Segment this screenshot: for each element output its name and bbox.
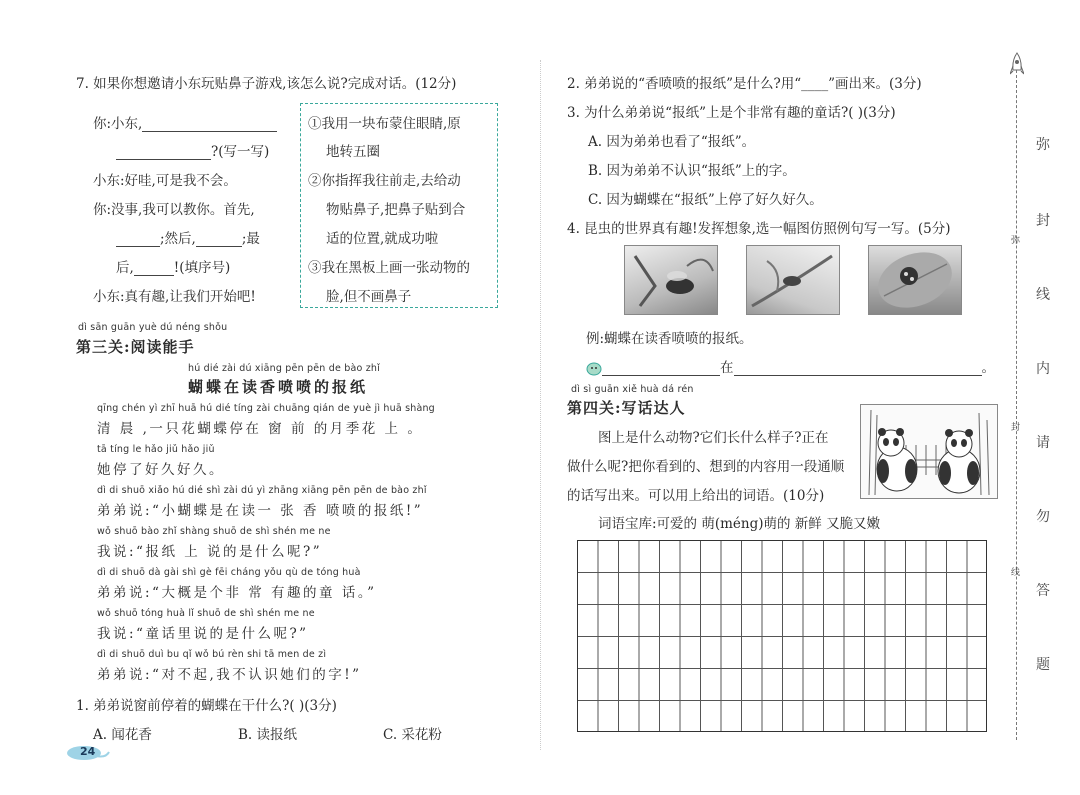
answer-blank[interactable]	[602, 361, 720, 376]
answer-blank[interactable]	[734, 361, 982, 376]
q7-dong-line1: 小东:好哇,可是我不会。	[93, 173, 237, 189]
story-line-pinyin: wǒ shuō tóng huà lǐ shuō de shì shén me ne	[97, 608, 315, 619]
q4-example: 例:蝴蝶在读香喷喷的报纸。	[586, 331, 753, 347]
q1-title: 1. 弟弟说窗前停着的蝴蝶在干什么?( )(3分)	[76, 698, 337, 714]
story-line-text: 我说:“报纸 上 说的是什么呢?”	[97, 544, 323, 560]
binding-notice-char: 内	[1036, 361, 1050, 377]
q7-option-line: 适的位置,就成功啦	[326, 231, 439, 247]
story-line-pinyin: tā tíng le hǎo jiǔ hǎo jiǔ	[97, 444, 215, 455]
q4-answer-line: 在 。	[586, 356, 995, 376]
q1-option-a[interactable]: A. 闻花香	[93, 727, 152, 743]
binding-small-label: 线	[1011, 568, 1021, 578]
q7-option-line: ①我用一块布蒙住眼睛,原	[308, 116, 461, 132]
q3-option-a[interactable]: A. 因为弟弟也看了“报纸”。	[588, 134, 756, 150]
story-title-pinyin: hú dié zài dú xiāng pēn pēn de bào zhǐ	[188, 363, 380, 374]
story-line-text: 我说:“童话里说的是什么呢?”	[97, 626, 309, 642]
q4-title: 4. 昆虫的世界真有趣!发挥想象,选一幅图仿照例句写一写。(5分)	[567, 221, 951, 237]
story-line-text: 弟弟说:“对不起,我不认识她们的字!”	[97, 667, 362, 683]
q7-dong-line2: 小东:真有趣,让我们开始吧!	[93, 289, 256, 305]
q3-title: 3. 为什么弟弟说“报纸”上是个非常有趣的童话?( )(3分)	[567, 105, 896, 121]
answer-blank[interactable]	[134, 261, 174, 276]
q1-option-b[interactable]: B. 读报纸	[238, 727, 298, 743]
answer-blank[interactable]	[116, 145, 211, 160]
q1-option-c[interactable]: C. 采花粉	[383, 727, 442, 743]
binding-notice-char: 请	[1036, 435, 1050, 451]
q7-option-line: 地转五圈	[326, 144, 380, 160]
section4-title: 第四关:写话达人	[567, 399, 686, 417]
answer-blank[interactable]	[196, 232, 242, 247]
bee-illustration-icon	[625, 246, 717, 314]
section4-pinyin: dì sì guān xiě huà dá rén	[571, 384, 694, 395]
q7-title: 7. 如果你想邀请小东玩贴鼻子游戏,该怎么说?完成对话。(12分)	[76, 76, 457, 92]
section3-pinyin: dì sān guān yuè dú néng shǒu	[78, 322, 228, 333]
pandas-illustration-icon	[861, 405, 997, 498]
answer-blank[interactable]	[116, 232, 160, 247]
story-line-pinyin: dì di shuō duì bu qǐ wǒ bú rèn shi tā men de zì	[97, 649, 327, 660]
section4-prompt-line: 做什么呢?把你看到的、想到的内容用一段通顺	[567, 459, 845, 475]
q7-write-line: ?(写一写)	[116, 140, 269, 160]
binding-notice-char: 封	[1036, 213, 1050, 229]
binding-notice-char: 弥	[1036, 137, 1050, 153]
answer-blank[interactable]	[142, 117, 277, 132]
q7-option-line: ③我在黑板上画一张动物的	[308, 260, 470, 276]
q7-option-line: 脸,但不画鼻子	[326, 289, 412, 305]
ladybug-on-leaf-photo	[868, 245, 962, 315]
story-line-pinyin: dì di shuō dà gài shì gè fēi cháng yǒu qù de tóng huà	[97, 567, 361, 578]
binding-small-label: 弥	[1011, 236, 1021, 246]
binding-notice-char: 题	[1036, 657, 1050, 673]
story-line-pinyin: dì di shuō xiǎo hú dié shì zài dú yì zhāng xiāng pēn pēn de bào zhǐ	[97, 485, 427, 496]
page-number-badge	[66, 744, 106, 760]
q7-option-line: ②你指挥我往前走,去给动	[308, 173, 461, 189]
pencil-icon	[586, 362, 602, 376]
ladybug-illustration-icon	[869, 246, 961, 314]
binding-notice-char: 答	[1036, 583, 1050, 599]
q7-you-line1: 你:小东,	[93, 112, 277, 132]
q3-option-c[interactable]: C. 因为蝴蝶在“报纸”上停了好久好久。	[588, 192, 823, 208]
story-line-text: 弟弟说:“大概是个非 常 有趣的童 话。”	[97, 585, 377, 601]
binding-dashed-line	[1016, 70, 1017, 740]
q7-you-line2: 你:没事,我可以教你。首先,	[93, 202, 255, 218]
q7-option-line: 物贴鼻子,把鼻子贴到合	[326, 202, 466, 218]
rocket-icon	[1010, 52, 1024, 82]
q3-option-b[interactable]: B. 因为弟弟不认识“报纸”上的字。	[588, 163, 796, 179]
q2-title: 2. 弟弟说的“香喷喷的报纸”是什么?用“____”画出来。(3分)	[567, 76, 922, 92]
page-fold-line	[540, 60, 541, 750]
story-line-pinyin: qīng chén yì zhī huā hú dié tíng zài chuāng qián de yuè jì huā shàng	[97, 403, 435, 414]
insect-on-stem-photo	[746, 245, 840, 315]
binding-notice-char: 勿	[1036, 509, 1050, 525]
bee-on-flower-photo	[624, 245, 718, 315]
binding-notice-char: 线	[1036, 287, 1050, 303]
story-line-text: 清 晨 ,一只花蝴蝶停在 窗 前 的月季花 上 。	[97, 421, 424, 437]
story-line-text: 弟弟说:“小蝴蝶是在读一 张 香 喷喷的报纸!”	[97, 503, 424, 519]
story-line-text: 她停了好久好久。	[97, 462, 225, 478]
binding-small-label: 封	[1011, 423, 1021, 433]
q7-order-line: ;然后, ;最	[116, 227, 260, 247]
story-title: 蝴蝶在读香喷喷的报纸	[188, 378, 369, 396]
pandas-picture	[860, 404, 998, 499]
section4-prompt-line: 图上是什么动物?它们长什么样子?正在	[598, 430, 829, 446]
section4-prompt-line: 的话写出来。可以用上给出的词语。(10分)	[567, 488, 825, 504]
page-number: 24	[80, 745, 96, 758]
story-line-pinyin: wǒ shuō bào zhǐ shàng shuō de shì shén me ne	[97, 526, 331, 537]
section3-title: 第三关:阅读能手	[76, 338, 195, 356]
q7-last-line: 后, !(填序号)	[116, 260, 231, 276]
word-bank: 词语宝库:可爱的 萌(méng)萌的 新鲜 又脆又嫩	[598, 516, 881, 532]
insect-illustration-icon	[747, 246, 839, 314]
writing-grid[interactable]	[577, 540, 987, 732]
